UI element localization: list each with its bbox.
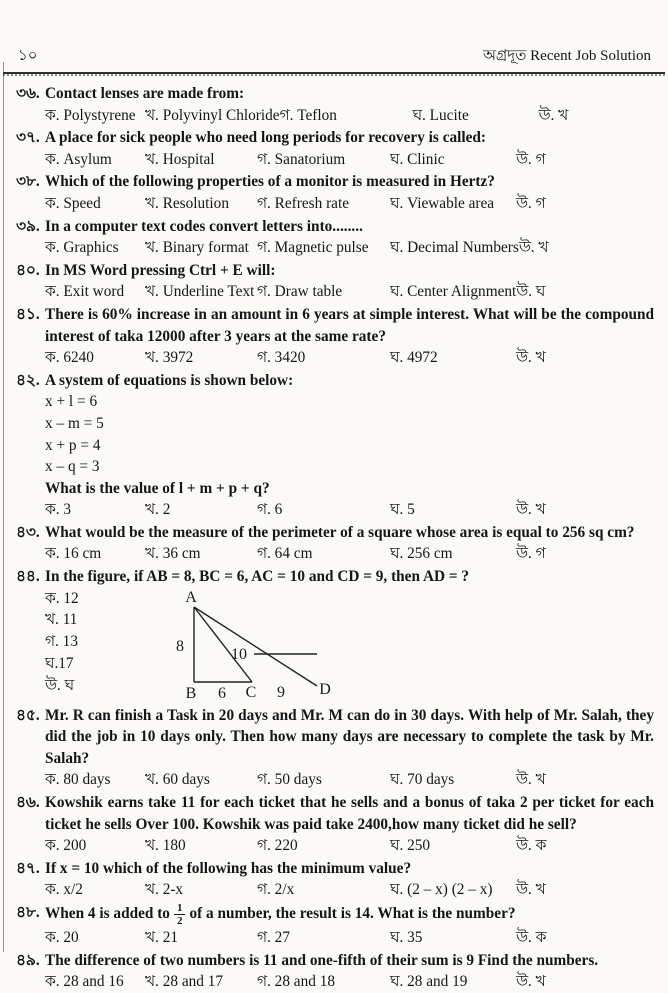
- answer-key: উ. খ: [516, 501, 546, 519]
- question-item: [16, 858, 654, 901]
- question-item: [16, 127, 654, 170]
- option-a: ক. Polystyrene: [45, 106, 136, 124]
- options-row: [45, 237, 654, 259]
- answer-key: উ. খ: [516, 973, 546, 991]
- options-row: [45, 769, 654, 791]
- option-d: ঘ. 70 days: [390, 771, 455, 789]
- fraction-numerator: 1: [174, 902, 186, 915]
- vertex-d-label: D: [319, 680, 331, 698]
- option-b: খ. 11: [45, 611, 78, 629]
- options-row: [45, 281, 654, 303]
- question-item: [16, 522, 654, 565]
- question-item: [16, 260, 654, 303]
- question-item: [16, 216, 654, 259]
- option-d: ঘ. Clinic: [390, 150, 445, 168]
- option-c: গ. Sanatorium: [257, 150, 346, 168]
- answer-key: উ. খ: [518, 239, 549, 257]
- option-b: খ. 180: [145, 837, 186, 855]
- options-row: [45, 149, 654, 171]
- option-c: গ. 28 and 18: [257, 973, 336, 991]
- question-text: If x = 10 which of the following has the minimum value?: [45, 859, 412, 877]
- question-text: A system of equations is shown below:: [45, 371, 294, 389]
- options-row: [45, 347, 654, 369]
- question-subtext: What is the value of l + m + p + q?: [45, 479, 270, 497]
- option-a: ক. 6240: [45, 349, 94, 367]
- vertex-c-label: C: [245, 683, 257, 701]
- question-item: [16, 566, 654, 704]
- option-b: খ. 60 days: [145, 771, 210, 789]
- option-c: গ. 3420: [257, 349, 306, 367]
- option-a: ক. 20: [45, 929, 79, 947]
- vertex-a-label: A: [185, 589, 197, 606]
- options-row: [45, 879, 654, 901]
- option-d: ঘ. 4972: [390, 349, 438, 367]
- question-text: In the figure, if AB = 8, BC = 6, AC = 10 and CD = 9, then AD = ?: [45, 568, 470, 586]
- option-b: খ. 21: [145, 929, 178, 947]
- question-number: ৪৭.: [16, 859, 40, 877]
- equation-line: x – m = 5: [45, 414, 104, 432]
- scan-edge-line: [3, 62, 4, 952]
- answer-key: উ. খ: [516, 349, 546, 367]
- page-header: [16, 44, 654, 71]
- question-text: What would be the measure of the perimeter of a square whose area is equal to 256 sq cm?: [45, 523, 635, 541]
- question-number: ৩৮.: [16, 173, 40, 191]
- option-a: ক. Exit word: [45, 283, 125, 301]
- option-a: ক. x/2: [45, 881, 83, 899]
- side-bc-label: 6: [218, 684, 226, 702]
- option-b: খ. Underline Text: [145, 283, 255, 301]
- option-d: ঘ. 256 cm: [390, 545, 453, 563]
- option-b: খ. 2-x: [145, 881, 184, 899]
- question-number: ৪৯.: [16, 951, 40, 969]
- option-a: ক. 200: [45, 837, 87, 855]
- equation-line: x – q = 3: [45, 458, 100, 476]
- options-row: [45, 105, 654, 127]
- question-text: Mr. R can finish a Task in 20 days and Mr. M can do in 30 days. With help of Mr. Salah, they did the job in 10 days only. Then how many days are necessary to complete the task by Mr. Salah?: [45, 706, 654, 767]
- option-c: গ. 50 days: [257, 771, 322, 789]
- side-cd-label: 9: [277, 683, 285, 701]
- answer-key: উ. খ: [516, 771, 546, 789]
- answer-key: উ. খ: [516, 881, 546, 899]
- option-d: ঘ. (2 – x) (2 – x): [390, 881, 493, 899]
- option-c: গ. Teflon: [279, 106, 337, 124]
- option-c: গ. Draw table: [257, 283, 343, 301]
- answer-key: উ. গ: [516, 545, 546, 563]
- question-item: [16, 370, 654, 521]
- question-number: ৪১.: [16, 305, 40, 323]
- question-item: [16, 83, 654, 126]
- option-b: খ. Binary format: [145, 239, 249, 257]
- option-a: ক. 3: [45, 501, 71, 519]
- option-b: খ. Resolution: [145, 194, 229, 212]
- option-c: গ. 6: [257, 501, 283, 519]
- answer-key: উ. ক: [516, 837, 547, 855]
- question-number: ৪২.: [16, 371, 40, 389]
- option-d: ঘ. 35: [390, 929, 423, 947]
- question-text-before: When 4 is added to: [45, 905, 170, 923]
- option-a: ক. 16 cm: [45, 545, 102, 563]
- page-number: ১০: [18, 48, 38, 64]
- option-d: ঘ.17: [45, 655, 74, 673]
- option-c: গ. 220: [257, 837, 298, 855]
- option-d: ঘ. Center Alignment: [390, 283, 517, 301]
- answer-key: উ. ঘ: [45, 676, 75, 694]
- question-item: [16, 304, 654, 369]
- equation-line: x + l = 6: [45, 393, 98, 411]
- equation-line: x + p = 4: [45, 436, 101, 454]
- answer-key: উ. গ: [516, 194, 546, 212]
- question-item: [16, 902, 654, 949]
- question-number: ৪০.: [16, 261, 40, 279]
- options-row: [45, 543, 654, 565]
- question-number: ৪৮.: [16, 904, 40, 921]
- option-d: ঘ. Decimal Numbers: [390, 239, 519, 257]
- option-d: ঘ. 28 and 19: [390, 973, 468, 991]
- option-d: ঘ. 5: [390, 501, 415, 519]
- option-c: গ. 2/x: [257, 881, 295, 899]
- options-row: [45, 971, 654, 993]
- option-d: ঘ. Lucite: [412, 106, 469, 124]
- header-brand: অগ্রদূত Recent Job Solution: [483, 48, 651, 64]
- question-text: There is 60% increase in an amount in 6 years at simple interest. What will be the compound interest of taka 12000 after 3 years at the same rate?: [45, 305, 654, 345]
- question-text: Contact lenses are made from:: [45, 85, 245, 102]
- question-text: Which of the following properties of a monitor is measured in Hertz?: [45, 173, 495, 191]
- side-ab-label: 8: [176, 637, 184, 655]
- option-a: ক. 28 and 16: [45, 973, 124, 991]
- question-item: [16, 792, 654, 857]
- question-item: [16, 171, 654, 214]
- question-number: ৪৩.: [16, 523, 40, 541]
- question-number: ৪৬.: [16, 794, 40, 812]
- question-number: ৩৬.: [16, 85, 40, 102]
- question-number: ৩৭.: [16, 129, 40, 147]
- option-b: খ. 36 cm: [145, 545, 201, 563]
- options-stack: [45, 588, 111, 697]
- question-number: ৪৫.: [16, 706, 40, 724]
- option-d: ঘ. 250: [390, 837, 431, 855]
- option-d: ঘ. Viewable area: [390, 194, 495, 212]
- question-text: A place for sick people who need long periods for recovery is called:: [45, 129, 487, 147]
- question-text: In MS Word pressing Ctrl + E will:: [45, 261, 276, 279]
- option-a: ক. Speed: [45, 194, 101, 212]
- option-b: খ. Hospital: [145, 150, 215, 168]
- question-text: The difference of two numbers is 11 and one-fifth of their sum is 9 Find the numbers.: [45, 951, 599, 969]
- question-text: In a computer text codes convert letters into........: [45, 217, 363, 235]
- option-b: খ. 2: [145, 501, 171, 519]
- vertex-b-label: B: [185, 684, 197, 702]
- option-a: ক. Graphics: [45, 239, 119, 257]
- option-c: গ. 64 cm: [257, 545, 313, 563]
- answer-key: উ. ক: [516, 929, 547, 947]
- question-number: ৩৯.: [16, 217, 40, 235]
- triangle-figure: [151, 590, 351, 704]
- question-item: [16, 705, 654, 791]
- question-text: Kowshik earns take 11 for each ticket that he sells and a bonus of taka 2 per ticket for each ticket he sells Over 100. Kowshik was paid take 2400,how many ticket did he sell?: [45, 794, 654, 833]
- option-b: খ. Polyvinyl Chloride: [145, 106, 280, 124]
- option-b: খ. 3972: [145, 349, 194, 367]
- option-a: ক. 12: [45, 589, 79, 607]
- option-c: গ. Refresh rate: [257, 194, 349, 212]
- option-c: গ. 13: [45, 633, 78, 651]
- fraction-denominator: 2: [176, 915, 183, 928]
- figure-block: [45, 588, 654, 704]
- option-a: ক. 80 days: [45, 771, 111, 789]
- answer-key: উ. খ: [538, 106, 569, 124]
- option-b: খ. 28 and 17: [145, 973, 224, 991]
- option-a: ক. Asylum: [45, 150, 112, 168]
- answer-key: উ. ঘ: [516, 283, 546, 301]
- answer-key: উ. গ: [516, 150, 546, 168]
- fraction: [174, 902, 186, 927]
- option-c: গ. Magnetic pulse: [257, 239, 369, 257]
- header-divider: [3, 72, 665, 76]
- question-item: [16, 950, 654, 993]
- options-row: [45, 927, 654, 949]
- question-text: [45, 902, 654, 927]
- option-c: গ. 27: [257, 929, 290, 947]
- options-row: [45, 835, 654, 857]
- question-text-after: of a number, the result is 14. What is the number?: [189, 905, 516, 923]
- question-number: ৪৪.: [16, 568, 40, 586]
- options-row: [45, 499, 654, 521]
- options-row: [45, 193, 654, 215]
- side-ac-label: 10: [231, 645, 247, 663]
